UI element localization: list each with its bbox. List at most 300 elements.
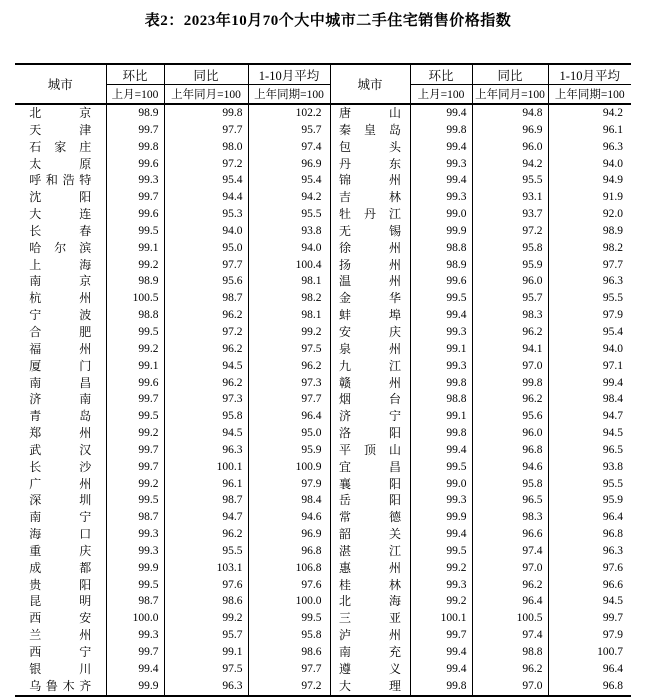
city-name: 蚌 埠 xyxy=(330,307,410,324)
city-name: 南 昌 xyxy=(29,375,92,390)
mom-value: 98.8 xyxy=(106,307,164,324)
header-mom-base-left: 上月=100 xyxy=(106,85,164,105)
avg-value: 99.5 xyxy=(248,610,330,627)
mom-value: 99.7 xyxy=(106,189,164,206)
mom-value: 99.1 xyxy=(410,341,472,358)
city-name: 济 宁 xyxy=(330,408,410,425)
city-name: 襄 阳 xyxy=(330,476,410,493)
city-name: 岳 阳 xyxy=(330,492,410,509)
yoy-value: 97.4 xyxy=(472,543,548,560)
mom-value: 99.9 xyxy=(410,223,472,240)
avg-value: 98.2 xyxy=(548,240,631,257)
yoy-value: 99.8 xyxy=(472,375,548,392)
mom-value: 99.4 xyxy=(410,307,472,324)
table-row xyxy=(15,122,631,139)
yoy-value: 96.2 xyxy=(472,324,548,341)
table-row xyxy=(15,526,631,543)
city-name: 三 亚 xyxy=(330,610,410,627)
mom-value: 99.5 xyxy=(106,577,164,594)
city-name: 广 州 xyxy=(29,476,92,491)
avg-value: 100.4 xyxy=(248,257,330,274)
header-city-left: 城市 xyxy=(15,64,106,104)
header-avg-base-left: 上年同期=100 xyxy=(248,85,330,105)
city-name: 金 华 xyxy=(330,290,410,307)
avg-value: 93.8 xyxy=(248,223,330,240)
yoy-value: 96.3 xyxy=(164,678,248,696)
mom-value: 98.8 xyxy=(410,391,472,408)
city-name: 天 津 xyxy=(29,122,92,137)
city-name: 惠 州 xyxy=(330,560,410,577)
yoy-value: 96.2 xyxy=(164,307,248,324)
avg-value: 100.7 xyxy=(548,644,631,661)
table-row xyxy=(15,240,631,257)
mom-value: 99.4 xyxy=(410,644,472,661)
price-index-table xyxy=(15,63,631,697)
avg-value: 97.7 xyxy=(548,257,631,274)
mom-value: 99.5 xyxy=(106,324,164,341)
city-name: 大 理 xyxy=(330,678,410,696)
avg-value: 95.7 xyxy=(248,122,330,139)
yoy-value: 99.2 xyxy=(164,610,248,627)
table-row xyxy=(15,577,631,594)
avg-value: 94.6 xyxy=(248,509,330,526)
mom-value: 99.4 xyxy=(410,442,472,459)
mom-value: 98.8 xyxy=(410,240,472,257)
avg-value: 95.9 xyxy=(248,442,330,459)
avg-value: 96.1 xyxy=(548,122,631,139)
city-name: 深 圳 xyxy=(29,493,92,508)
city-name: 桂 林 xyxy=(330,577,410,594)
mom-value: 99.5 xyxy=(106,492,164,509)
city-name: 石 家 庄 xyxy=(29,139,92,154)
avg-value: 96.3 xyxy=(548,543,631,560)
city-name: 西 安 xyxy=(29,611,92,626)
mom-value: 99.1 xyxy=(106,240,164,257)
city-name: 烟 台 xyxy=(330,391,410,408)
table-row xyxy=(15,341,631,358)
yoy-value: 97.3 xyxy=(164,391,248,408)
yoy-value: 97.0 xyxy=(472,678,548,696)
mom-value: 99.9 xyxy=(106,678,164,696)
yoy-value: 97.2 xyxy=(164,324,248,341)
mom-value: 98.9 xyxy=(106,273,164,290)
avg-value: 95.5 xyxy=(248,206,330,223)
city-name: 厦 门 xyxy=(29,358,92,373)
avg-value: 97.3 xyxy=(248,375,330,392)
city-name: 包 头 xyxy=(330,139,410,156)
avg-value: 96.8 xyxy=(548,678,631,696)
yoy-value: 95.4 xyxy=(164,172,248,189)
yoy-value: 97.0 xyxy=(472,560,548,577)
city-name: 成 都 xyxy=(29,560,92,575)
mom-value: 99.1 xyxy=(410,408,472,425)
city-name: 扬 州 xyxy=(330,257,410,274)
table-row xyxy=(15,206,631,223)
yoy-value: 94.2 xyxy=(472,156,548,173)
yoy-value: 95.7 xyxy=(164,627,248,644)
mom-value: 99.8 xyxy=(410,375,472,392)
avg-value: 96.4 xyxy=(548,509,631,526)
yoy-value: 94.0 xyxy=(164,223,248,240)
city-name: 泉 州 xyxy=(330,341,410,358)
city-name: 牡 丹 江 xyxy=(330,206,410,223)
yoy-value: 96.1 xyxy=(164,476,248,493)
table-row xyxy=(15,593,631,610)
yoy-value: 95.6 xyxy=(472,408,548,425)
header-yoy-base-right: 上年同月=100 xyxy=(472,85,548,105)
avg-value: 95.8 xyxy=(248,627,330,644)
mom-value: 99.3 xyxy=(410,324,472,341)
avg-value: 94.5 xyxy=(548,425,631,442)
yoy-value: 100.5 xyxy=(472,610,548,627)
table-row xyxy=(15,408,631,425)
yoy-value: 96.2 xyxy=(164,341,248,358)
city-name: 乌 鲁 木 齐 xyxy=(29,678,92,693)
avg-value: 95.4 xyxy=(248,172,330,189)
avg-value: 97.7 xyxy=(248,391,330,408)
city-name: 北 海 xyxy=(330,593,410,610)
avg-value: 99.4 xyxy=(548,375,631,392)
page-title: 表2：2023年10月70个大中城市二手住宅销售价格指数 xyxy=(144,13,512,29)
avg-value: 96.4 xyxy=(248,408,330,425)
mom-value: 99.3 xyxy=(410,577,472,594)
mom-value: 99.7 xyxy=(410,627,472,644)
mom-value: 99.8 xyxy=(106,139,164,156)
mom-value: 99.7 xyxy=(106,122,164,139)
mom-value: 98.7 xyxy=(106,593,164,610)
city-name: 兰 州 xyxy=(29,628,92,643)
mom-value: 100.1 xyxy=(410,610,472,627)
table-row xyxy=(15,543,631,560)
avg-value: 96.4 xyxy=(548,661,631,678)
city-name: 银 川 xyxy=(29,661,92,676)
city-name: 沈 阳 xyxy=(29,190,92,205)
city-name: 贵 阳 xyxy=(29,577,92,592)
city-name: 安 庆 xyxy=(330,324,410,341)
yoy-value: 97.7 xyxy=(164,257,248,274)
yoy-value: 96.3 xyxy=(164,442,248,459)
yoy-value: 95.5 xyxy=(472,172,548,189)
yoy-value: 96.0 xyxy=(472,139,548,156)
table-row xyxy=(15,189,631,206)
yoy-value: 94.5 xyxy=(164,425,248,442)
mom-value: 100.5 xyxy=(106,290,164,307)
avg-value: 97.7 xyxy=(248,661,330,678)
avg-value: 98.1 xyxy=(248,307,330,324)
table-row xyxy=(15,560,631,577)
header-yoy-base-left: 上年同月=100 xyxy=(164,85,248,105)
avg-value: 100.0 xyxy=(248,593,330,610)
city-name: 吉 林 xyxy=(330,189,410,206)
table-row xyxy=(15,139,631,156)
header-city-right: 城市 xyxy=(330,64,410,104)
mom-value: 99.9 xyxy=(106,560,164,577)
avg-value: 96.5 xyxy=(548,442,631,459)
city-name: 南 宁 xyxy=(29,510,92,525)
mom-value: 99.6 xyxy=(106,156,164,173)
avg-value: 100.9 xyxy=(248,459,330,476)
city-name: 合 肥 xyxy=(29,324,92,339)
yoy-value: 95.9 xyxy=(472,257,548,274)
yoy-value: 100.1 xyxy=(164,459,248,476)
avg-value: 96.6 xyxy=(548,577,631,594)
yoy-value: 95.3 xyxy=(164,206,248,223)
mom-value: 99.6 xyxy=(106,206,164,223)
mom-value: 99.4 xyxy=(410,104,472,122)
yoy-value: 96.2 xyxy=(472,391,548,408)
mom-value: 99.2 xyxy=(106,257,164,274)
avg-value: 95.0 xyxy=(248,425,330,442)
table-row xyxy=(15,627,631,644)
avg-value: 96.2 xyxy=(248,358,330,375)
avg-value: 106.8 xyxy=(248,560,330,577)
table-row xyxy=(15,290,631,307)
mom-value: 98.7 xyxy=(106,509,164,526)
avg-value: 94.9 xyxy=(548,172,631,189)
mom-value: 99.0 xyxy=(410,476,472,493)
yoy-value: 94.8 xyxy=(472,104,548,122)
mom-value: 99.4 xyxy=(410,139,472,156)
mom-value: 99.4 xyxy=(106,661,164,678)
mom-value: 99.6 xyxy=(410,273,472,290)
city-name: 宁 波 xyxy=(29,308,92,323)
yoy-value: 95.8 xyxy=(472,476,548,493)
yoy-value: 96.6 xyxy=(472,526,548,543)
header-mom-right: 环比 xyxy=(410,64,472,85)
mom-value: 99.2 xyxy=(106,341,164,358)
mom-value: 99.3 xyxy=(410,492,472,509)
city-name: 昆 明 xyxy=(29,594,92,609)
mom-value: 99.1 xyxy=(106,358,164,375)
avg-value: 96.8 xyxy=(248,543,330,560)
city-name: 宜 昌 xyxy=(330,459,410,476)
avg-value: 99.2 xyxy=(248,324,330,341)
avg-value: 97.9 xyxy=(548,307,631,324)
avg-value: 97.1 xyxy=(548,358,631,375)
city-name: 重 庆 xyxy=(29,543,92,558)
avg-value: 97.6 xyxy=(248,577,330,594)
yoy-value: 98.8 xyxy=(472,644,548,661)
yoy-value: 95.6 xyxy=(164,273,248,290)
mom-value: 99.2 xyxy=(410,560,472,577)
avg-value: 96.8 xyxy=(548,526,631,543)
city-name: 青 岛 xyxy=(29,409,92,424)
avg-value: 97.9 xyxy=(248,476,330,493)
avg-value: 94.2 xyxy=(248,189,330,206)
avg-value: 96.3 xyxy=(548,139,631,156)
city-name: 南 京 xyxy=(29,274,92,289)
mom-value: 99.8 xyxy=(410,122,472,139)
yoy-value: 98.7 xyxy=(164,290,248,307)
city-name: 长 沙 xyxy=(29,459,92,474)
avg-value: 99.7 xyxy=(548,610,631,627)
table-row xyxy=(15,476,631,493)
yoy-value: 103.1 xyxy=(164,560,248,577)
city-name: 大 连 xyxy=(29,207,92,222)
avg-value: 96.9 xyxy=(248,156,330,173)
yoy-value: 93.1 xyxy=(472,189,548,206)
header-yoy-left: 同比 xyxy=(164,64,248,85)
mom-value: 99.5 xyxy=(410,459,472,476)
avg-value: 95.5 xyxy=(548,476,631,493)
yoy-value: 95.0 xyxy=(164,240,248,257)
table-row xyxy=(15,442,631,459)
avg-value: 94.0 xyxy=(548,341,631,358)
mom-value: 99.5 xyxy=(410,543,472,560)
yoy-value: 98.6 xyxy=(164,593,248,610)
avg-value: 97.5 xyxy=(248,341,330,358)
city-name: 平 顶 山 xyxy=(330,442,410,459)
mom-value: 99.4 xyxy=(410,172,472,189)
mom-value: 99.0 xyxy=(410,206,472,223)
city-name: 南 充 xyxy=(330,644,410,661)
city-name: 赣 州 xyxy=(330,375,410,392)
yoy-value: 97.7 xyxy=(164,122,248,139)
table-row xyxy=(15,307,631,324)
yoy-value: 96.2 xyxy=(472,661,548,678)
header-yoy-right: 同比 xyxy=(472,64,548,85)
avg-value: 96.9 xyxy=(248,526,330,543)
header-avg-left: 1-10月平均 xyxy=(248,64,330,85)
table-header xyxy=(15,64,631,104)
yoy-value: 95.7 xyxy=(472,290,548,307)
table-row xyxy=(15,223,631,240)
avg-value: 91.9 xyxy=(548,189,631,206)
mom-value: 99.9 xyxy=(410,509,472,526)
yoy-value: 96.8 xyxy=(472,442,548,459)
header-mom-base-right: 上月=100 xyxy=(410,85,472,105)
mom-value: 99.6 xyxy=(106,375,164,392)
avg-value: 95.5 xyxy=(548,290,631,307)
city-name: 杭 州 xyxy=(29,291,92,306)
yoy-value: 98.3 xyxy=(472,509,548,526)
yoy-value: 95.5 xyxy=(164,543,248,560)
table-body xyxy=(15,104,631,696)
table-row xyxy=(15,644,631,661)
mom-value: 99.7 xyxy=(106,442,164,459)
city-name: 西 宁 xyxy=(29,645,92,659)
avg-value: 97.4 xyxy=(248,139,330,156)
header-mom-left: 环比 xyxy=(106,64,164,85)
yoy-value: 97.6 xyxy=(164,577,248,594)
avg-value: 93.8 xyxy=(548,459,631,476)
mom-value: 99.3 xyxy=(410,358,472,375)
yoy-value: 94.7 xyxy=(164,509,248,526)
mom-value: 98.9 xyxy=(410,257,472,274)
table-row xyxy=(15,156,631,173)
table-row xyxy=(15,273,631,290)
mom-value: 99.2 xyxy=(106,476,164,493)
table-row xyxy=(15,610,631,627)
mom-value: 99.2 xyxy=(106,425,164,442)
table-row xyxy=(15,678,631,696)
city-name: 洛 阳 xyxy=(330,425,410,442)
avg-value: 94.5 xyxy=(548,593,631,610)
header-avg-base-right: 上年同期=100 xyxy=(548,85,631,105)
yoy-value: 96.2 xyxy=(472,577,548,594)
table-row xyxy=(15,375,631,392)
city-name: 唐 山 xyxy=(330,104,410,122)
avg-value: 97.6 xyxy=(548,560,631,577)
yoy-value: 97.0 xyxy=(472,358,548,375)
mom-value: 99.5 xyxy=(410,290,472,307)
mom-value: 99.7 xyxy=(106,644,164,661)
mom-value: 99.3 xyxy=(410,189,472,206)
header-avg-right: 1-10月平均 xyxy=(548,64,631,85)
mom-value: 99.8 xyxy=(410,425,472,442)
yoy-value: 94.4 xyxy=(164,189,248,206)
yoy-value: 97.4 xyxy=(472,627,548,644)
city-name: 丹 东 xyxy=(330,156,410,173)
mom-value: 99.7 xyxy=(106,391,164,408)
avg-value: 97.9 xyxy=(548,627,631,644)
city-name: 湛 江 xyxy=(330,543,410,560)
avg-value: 102.2 xyxy=(248,104,330,122)
yoy-value: 98.7 xyxy=(164,492,248,509)
city-name: 锦 州 xyxy=(330,172,410,189)
city-name: 武 汉 xyxy=(29,442,92,457)
city-name: 海 口 xyxy=(29,527,92,542)
mom-value: 99.4 xyxy=(410,526,472,543)
yoy-value: 94.6 xyxy=(472,459,548,476)
mom-value: 99.5 xyxy=(106,408,164,425)
yoy-value: 97.2 xyxy=(164,156,248,173)
yoy-value: 96.9 xyxy=(472,122,548,139)
mom-value: 99.7 xyxy=(106,459,164,476)
table-row xyxy=(15,358,631,375)
table-row xyxy=(15,257,631,274)
city-name: 遵 义 xyxy=(330,661,410,678)
table-row xyxy=(15,172,631,189)
mom-value: 99.2 xyxy=(410,593,472,610)
city-name: 长 春 xyxy=(29,223,92,238)
avg-value: 94.0 xyxy=(548,156,631,173)
city-name: 呼 和 浩 特 xyxy=(29,173,92,188)
city-name: 哈 尔 滨 xyxy=(29,240,92,255)
mom-value: 99.3 xyxy=(106,526,164,543)
yoy-value: 94.5 xyxy=(164,358,248,375)
mom-value: 99.3 xyxy=(106,543,164,560)
yoy-value: 96.0 xyxy=(472,273,548,290)
mom-value: 98.9 xyxy=(106,104,164,122)
table-row xyxy=(15,425,631,442)
city-name: 上 海 xyxy=(29,257,92,272)
yoy-value: 96.4 xyxy=(472,593,548,610)
city-name: 济 南 xyxy=(29,392,92,407)
city-name: 泸 州 xyxy=(330,627,410,644)
mom-value: 99.8 xyxy=(410,678,472,696)
city-name: 九 江 xyxy=(330,358,410,375)
yoy-value: 98.0 xyxy=(164,139,248,156)
yoy-value: 97.2 xyxy=(472,223,548,240)
avg-value: 98.6 xyxy=(248,644,330,661)
city-name: 太 原 xyxy=(29,156,92,171)
yoy-value: 96.5 xyxy=(472,492,548,509)
table-row xyxy=(15,104,631,122)
table-row xyxy=(15,459,631,476)
yoy-value: 95.8 xyxy=(164,408,248,425)
yoy-value: 99.8 xyxy=(164,104,248,122)
city-name: 温 州 xyxy=(330,273,410,290)
yoy-value: 96.2 xyxy=(164,375,248,392)
yoy-value: 96.2 xyxy=(164,526,248,543)
yoy-value: 95.8 xyxy=(472,240,548,257)
avg-value: 98.9 xyxy=(548,223,631,240)
table-row xyxy=(15,509,631,526)
avg-value: 94.0 xyxy=(248,240,330,257)
avg-value: 94.2 xyxy=(548,104,631,122)
table-row xyxy=(15,391,631,408)
